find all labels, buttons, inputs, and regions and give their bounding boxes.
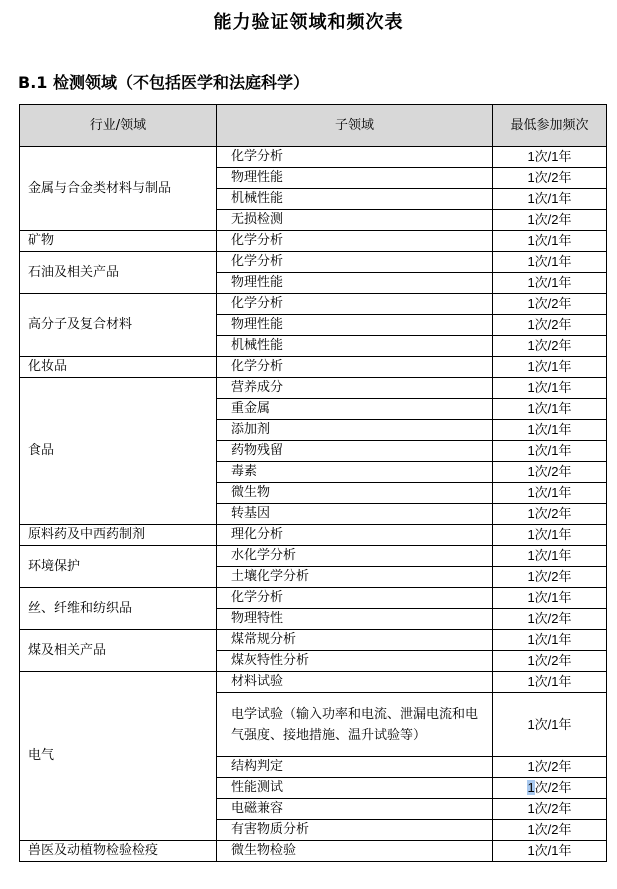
frequency-cell: 1次/2年 <box>493 820 607 841</box>
subfield-cell: 微生物检验 <box>217 841 493 862</box>
industry-cell: 高分子及复合材料 <box>20 294 217 357</box>
subfield-cell: 理化分析 <box>217 525 493 546</box>
frequency-cell: 1次/2年 <box>493 210 607 231</box>
frequency-table <box>19 104 607 862</box>
subfield-cell: 物理性能 <box>217 315 493 336</box>
table-row <box>20 147 607 168</box>
subfield-cell: 物理特性 <box>217 609 493 630</box>
table-row <box>20 252 607 273</box>
table-row <box>20 525 607 546</box>
industry-cell: 环境保护 <box>20 546 217 588</box>
header-subfield: 子领域 <box>217 105 493 147</box>
table-row <box>20 841 607 862</box>
subfield-cell: 微生物 <box>217 483 493 504</box>
selection-highlight: 1 <box>527 780 535 795</box>
section-title: B.1 检测领域（不包括医学和法庭科学） <box>18 73 309 92</box>
subfield-cell: 材料试验 <box>217 672 493 693</box>
subfield-cell: 煤灰特性分析 <box>217 651 493 672</box>
frequency-cell: 1次/2年 <box>493 336 607 357</box>
frequency-cell: 1次/2年 <box>493 567 607 588</box>
frequency-cell: 1次/1年 <box>493 189 607 210</box>
frequency-cell: 1次/1年 <box>493 588 607 609</box>
frequency-cell: 1次/2年 <box>493 504 607 525</box>
subfield-cell: 物理性能 <box>217 168 493 189</box>
subfield-cell: 化学分析 <box>217 294 493 315</box>
table-row <box>20 357 607 378</box>
industry-cell: 金属与合金类材料与制品 <box>20 147 217 231</box>
frequency-cell: 1次/2年 <box>493 294 607 315</box>
frequency-cell: 1次/1年 <box>493 630 607 651</box>
frequency-cell: 1次/1年 <box>493 147 607 168</box>
subfield-cell: 电学试验（输入功率和电流、泄漏电流和电气强度、接地措施、温升试验等） <box>217 693 493 757</box>
subfield-cell: 转基因 <box>217 504 493 525</box>
frequency-cell: 1次/2年 <box>493 315 607 336</box>
table-row <box>20 546 607 567</box>
subfield-cell: 电磁兼容 <box>217 799 493 820</box>
frequency-cell: 1次/1年 <box>493 420 607 441</box>
subfield-cell: 煤常规分析 <box>217 630 493 651</box>
frequency-cell: 1次/2年 <box>493 799 607 820</box>
subfield-cell: 营养成分 <box>217 378 493 399</box>
subfield-cell: 毒素 <box>217 462 493 483</box>
table-row <box>20 294 607 315</box>
subfield-cell: 机械性能 <box>217 336 493 357</box>
table-row <box>20 231 607 252</box>
header-frequency: 最低参加频次 <box>493 105 607 147</box>
frequency-cell: 1次/2年 <box>493 609 607 630</box>
frequency-cell: 1次/2年 <box>493 651 607 672</box>
header-industry: 行业/领域 <box>20 105 217 147</box>
subfield-cell: 无损检测 <box>217 210 493 231</box>
frequency-cell: 1次/2年 <box>493 778 607 799</box>
subfield-cell: 添加剂 <box>217 420 493 441</box>
subfield-cell: 化学分析 <box>217 357 493 378</box>
industry-cell: 兽医及动植物检验检疫 <box>20 841 217 862</box>
industry-cell: 电气 <box>20 672 217 841</box>
subfield-cell: 化学分析 <box>217 147 493 168</box>
industry-cell: 矿物 <box>20 231 217 252</box>
table-row <box>20 588 607 609</box>
industry-cell: 化妆品 <box>20 357 217 378</box>
frequency-cell: 1次/1年 <box>493 399 607 420</box>
table-row <box>20 378 607 399</box>
subfield-cell: 化学分析 <box>217 588 493 609</box>
frequency-cell: 1次/1年 <box>493 672 607 693</box>
frequency-cell: 1次/1年 <box>493 357 607 378</box>
industry-cell: 原料药及中西药制剂 <box>20 525 217 546</box>
subfield-cell: 化学分析 <box>217 252 493 273</box>
frequency-cell: 1次/1年 <box>493 441 607 462</box>
frequency-cell: 1次/2年 <box>493 757 607 778</box>
subfield-cell: 有害物质分析 <box>217 820 493 841</box>
frequency-cell: 1次/1年 <box>493 231 607 252</box>
industry-cell: 煤及相关产品 <box>20 630 217 672</box>
subfield-cell: 重金属 <box>217 399 493 420</box>
table-body <box>20 147 607 862</box>
frequency-cell: 1次/1年 <box>493 483 607 504</box>
frequency-cell: 1次/1年 <box>493 525 607 546</box>
subfield-cell: 药物残留 <box>217 441 493 462</box>
frequency-cell: 1次/2年 <box>493 462 607 483</box>
subfield-cell: 结构判定 <box>217 757 493 778</box>
subfield-cell: 化学分析 <box>217 231 493 252</box>
frequency-cell: 1次/1年 <box>493 693 607 757</box>
subfield-cell: 机械性能 <box>217 189 493 210</box>
table-header-row <box>20 105 607 147</box>
subfield-cell: 性能测试 <box>217 778 493 799</box>
frequency-cell: 1次/1年 <box>493 378 607 399</box>
table-row <box>20 630 607 651</box>
frequency-cell: 1次/1年 <box>493 546 607 567</box>
frequency-cell: 1次/1年 <box>493 273 607 294</box>
industry-cell: 丝、纤维和纺织品 <box>20 588 217 630</box>
subfield-cell: 水化学分析 <box>217 546 493 567</box>
industry-cell: 食品 <box>20 378 217 525</box>
page-title: 能力验证领域和频次表 <box>213 12 404 33</box>
subfield-cell: 物理性能 <box>217 273 493 294</box>
frequency-cell: 1次/2年 <box>493 168 607 189</box>
industry-cell: 石油及相关产品 <box>20 252 217 294</box>
subfield-cell: 土壤化学分析 <box>217 567 493 588</box>
frequency-cell: 1次/1年 <box>493 841 607 862</box>
frequency-cell: 1次/1年 <box>493 252 607 273</box>
table-row <box>20 672 607 693</box>
